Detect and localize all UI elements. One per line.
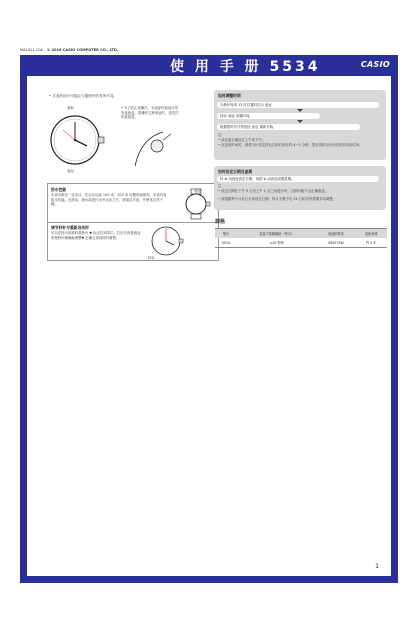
page-title: 使 用 手 册 5534 [170, 59, 321, 75]
panel-date-title: 如何设定日期及星期 [218, 169, 253, 174]
time-step-3: 根据报时信号等按回 表冠 重新开始。 [217, 124, 360, 130]
down-arrow-icon [297, 120, 303, 123]
label-second-hand: 表秒 [67, 106, 74, 110]
box-divider [48, 222, 218, 223]
date-note-2: • 请根据每个月有几天来设定日期，每月天数不足 31 日的月份需要手动调整。 [218, 197, 337, 201]
panel-time-title: 如何调整时间 [218, 93, 241, 98]
date-step: 转 ⊗ 动表冠设定日期，再按 ⊗ 动表冠设置星期。 [217, 176, 379, 182]
second-hand-illustration [148, 224, 184, 258]
doc-code-line [20, 48, 118, 52]
spec-header-battery: 电池的种类 [317, 229, 356, 239]
crown-detail-illustration [133, 128, 179, 168]
down-arrow-icon [297, 109, 303, 112]
crown-note: * 为了防止误操作，本表部份款设计带有旋旋盖。要操作这种表冠时，请先拧松旋旋盖。 [121, 106, 179, 120]
water-crown-label: 表冠 [194, 189, 201, 193]
date-note-title: 注 [218, 184, 222, 188]
spec-header-life: 电池寿命 [355, 229, 387, 239]
time-note-2: • 在更改时间时，请将分针设定得比目标时间多约 4~5 分钟，然后再将分针向后转回目标时间。 [218, 143, 363, 147]
spec-accuracy: ±20 秒钟 [237, 238, 317, 248]
time-note-title: 注 [218, 133, 222, 137]
watch-illustration [47, 104, 117, 176]
time-step-2: 转动 表冠 设置时间。 [217, 113, 320, 119]
spec-table [215, 228, 387, 248]
label-crown: 表冠 [67, 169, 74, 173]
table-row [215, 238, 387, 248]
second-title: 调节秒针与重新启动时 [51, 225, 89, 230]
spec-header-model: 型号 [215, 229, 237, 239]
spec-model: 5534 [215, 238, 237, 248]
intro-note: • 手表的设计可能会与插图中的有所不同。 [49, 94, 117, 98]
panel-set-date [214, 166, 386, 210]
water-title: 防水性能 [51, 187, 67, 192]
time-note-1: • 请注意正确设定上午或下午。 [218, 138, 266, 142]
spec-life: 约 2 年 [355, 238, 387, 248]
panel-set-time [214, 90, 386, 160]
time-step-1: 当秒针转到 12 时位置时拉出 表冠 [217, 102, 379, 108]
water-text: 本表可承受一定水压，在水压达到 100 米、200 米 标题的深度前，本表具有防水性能。在游泳、潜水或进行水中活动之后，请清洁手表，并使其自然干燥。 [51, 193, 167, 207]
doc-code: MA1611-ChA [20, 48, 44, 52]
spec-section [215, 218, 387, 245]
date-note-1: • 设定日期在下午 9 点至上午 1 点之间进行时，日期可能不会正确改变。 [218, 189, 329, 193]
brand-logo: CASIO [360, 60, 390, 69]
second-hand-label: 秒针 [148, 256, 155, 260]
second-text: 可以在指示校准时将秒针 ▼ 标记拉到零位。拉出后再按表冠来使秒针精确地调整▼ 正确且得到好的调整。 [51, 231, 141, 240]
copyright: © 2016 CASIO COMPUTER CO., LTD. [46, 48, 119, 52]
spec-header-accuracy: 其温下的精确度（每月） [237, 229, 317, 239]
header-bar [20, 55, 398, 74]
spec-battery: SR927SW [317, 238, 356, 248]
manual-page [27, 76, 391, 576]
spec-title: 规格 [215, 219, 226, 225]
page-number: 1 [375, 563, 379, 570]
